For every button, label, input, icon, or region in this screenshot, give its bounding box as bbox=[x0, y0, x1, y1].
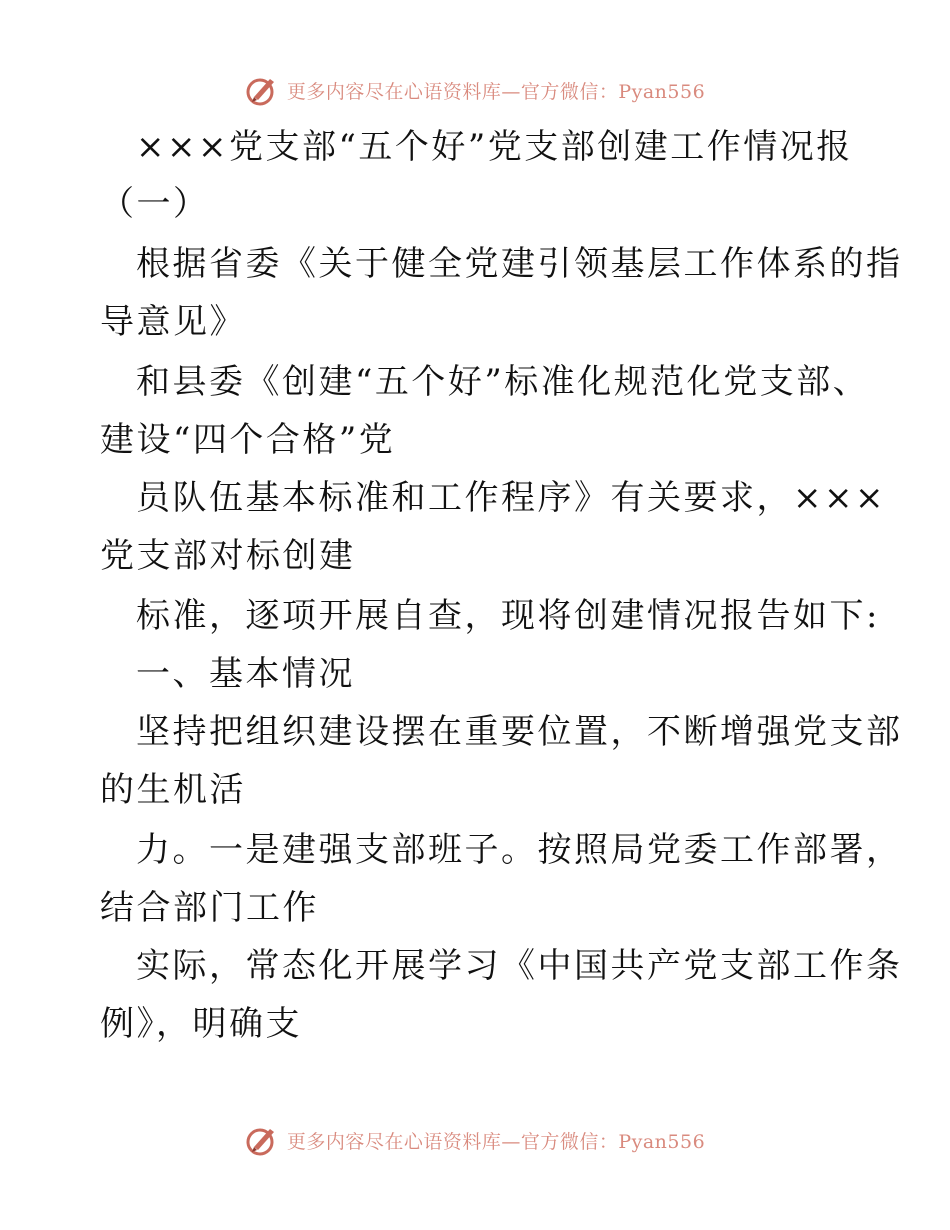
paragraph-line: 党支部对标创建 bbox=[100, 536, 356, 576]
watermark-text: 更多内容尽在心语资料库—官方微信：Pyan556 bbox=[286, 1130, 706, 1153]
paragraph-line: 根据省委《关于健全党建引领基层工作体系的指 bbox=[136, 244, 903, 284]
paragraph-line: 结合部门工作 bbox=[100, 888, 319, 928]
paragraph-line: 例》，明确支 bbox=[100, 1004, 302, 1044]
pen-logo-icon bbox=[245, 73, 279, 107]
title-line: ×××党支部“五个好”党支部创建工作情况报 bbox=[136, 127, 853, 167]
paragraph-line: 员队伍基本标准和工作程序》有关要求，××× bbox=[136, 478, 886, 518]
title-line: （一） bbox=[100, 184, 210, 224]
paragraph-line: 标准，逐项开展自查，现将创建情况报告如下: bbox=[136, 596, 880, 636]
header-watermark bbox=[0, 70, 950, 110]
paragraph-line: 实际，常态化开展学习《中国共产党支部工作条 bbox=[136, 946, 903, 986]
paragraph-line: 力。一是建强支部班子。按照局党委工作部署， bbox=[136, 830, 903, 870]
footer-watermark bbox=[0, 1120, 950, 1160]
watermark-text: 更多内容尽在心语资料库—官方微信：Pyan556 bbox=[286, 80, 706, 103]
section-heading: 一、基本情况 bbox=[136, 654, 355, 694]
paragraph-line: 建设“四个合格”党 bbox=[100, 420, 396, 460]
paragraph-line: 的生机活 bbox=[100, 770, 246, 810]
paragraph-line: 导意见》 bbox=[100, 302, 246, 342]
pen-logo-icon bbox=[245, 1123, 279, 1157]
paragraph-line: 坚持把组织建设摆在重要位置，不断增强党支部 bbox=[136, 712, 903, 752]
paragraph-line: 和县委《创建“五个好”标准化规范化党支部、 bbox=[136, 362, 870, 402]
